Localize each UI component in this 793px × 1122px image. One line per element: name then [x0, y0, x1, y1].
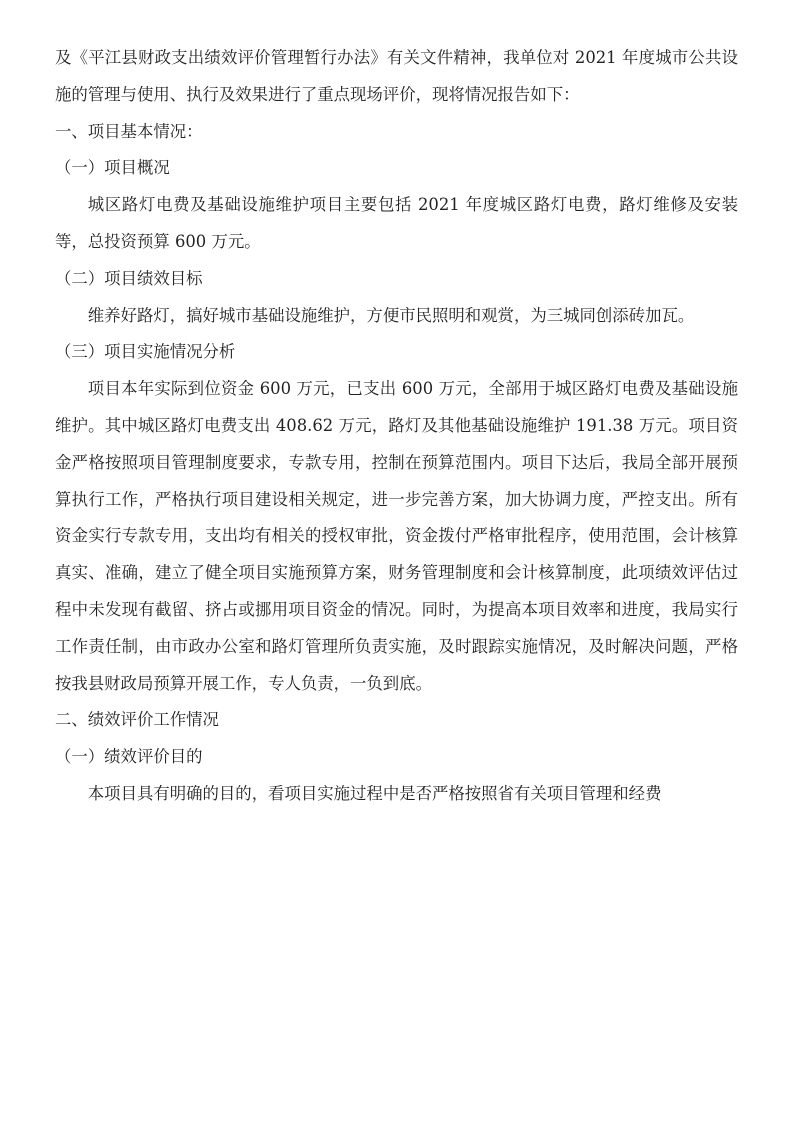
intro-paragraph: 及《平江县财政支出绩效评价管理暂行办法》有关文件精神，我单位对 2021 年度城市公共设施的管理与使用、执行及效果进行了重点现场评价，现将情况报告如下：	[55, 48, 738, 104]
subsection-2-1-body: 本项目具有明确的目的，看项目实施过程中是否严格按照省有关项目管理和经费	[87, 783, 662, 803]
subsection-1-1-body: 城区路灯电费及基础设施维护项目主要包括 2021 年度城区路灯电费，路灯维修及安装等，总投资预算 600 万元。	[55, 195, 738, 251]
subsection-1-2-heading: （二）项目绩效目标	[55, 268, 203, 288]
subsection-1-2-body: 维养好路灯，搞好城市基础设施维护，方便市民照明和观赏，为三城同创添砖加瓦。	[87, 305, 695, 325]
subsection-1-3-heading: （三）项目实施情况分析	[55, 342, 236, 362]
subsection-1-1-heading: （一）项目概况	[55, 158, 170, 178]
section-2-heading: 二、绩效评价工作情况	[55, 710, 219, 730]
subsection-2-1-heading: （一）绩效评价目的	[55, 747, 203, 767]
section-1-heading: 一、项目基本情况：	[55, 121, 203, 141]
subsection-1-3-body: 项目本年实际到位资金 600 万元，已支出 600 万元，全部用于城区路灯电费及基础设施维护。其中城区路灯电费支出 408.62 万元，路灯及其他基础设施维护 191.38 万元。项目资金严格按照项目管理制度要求，专款专用，控制在预算范围内。项目下达后，我局全部开展预算执行工作，严格执行项目建设相关规定，进一步完善方案，加大协调力度，严控支出。所有资金实行专款专用，支出均有相关的授权审批，资金拨付严格审批程序，使用范围，会计核算真实、准确，建立了健全项目实施预算方案，财务管理制度和会计核算制度，此项绩效评估过程中未发现有截留、挤占或挪用项目资金的情况。同时，为提高本项目效率和进度，我局实行工作责任制，由市政办公室和路灯管理所负责实施，及时跟踪实施情况，及时解决问题，严格按我县财政局预算开展工作，专人负责，一负到底。	[55, 379, 738, 693]
